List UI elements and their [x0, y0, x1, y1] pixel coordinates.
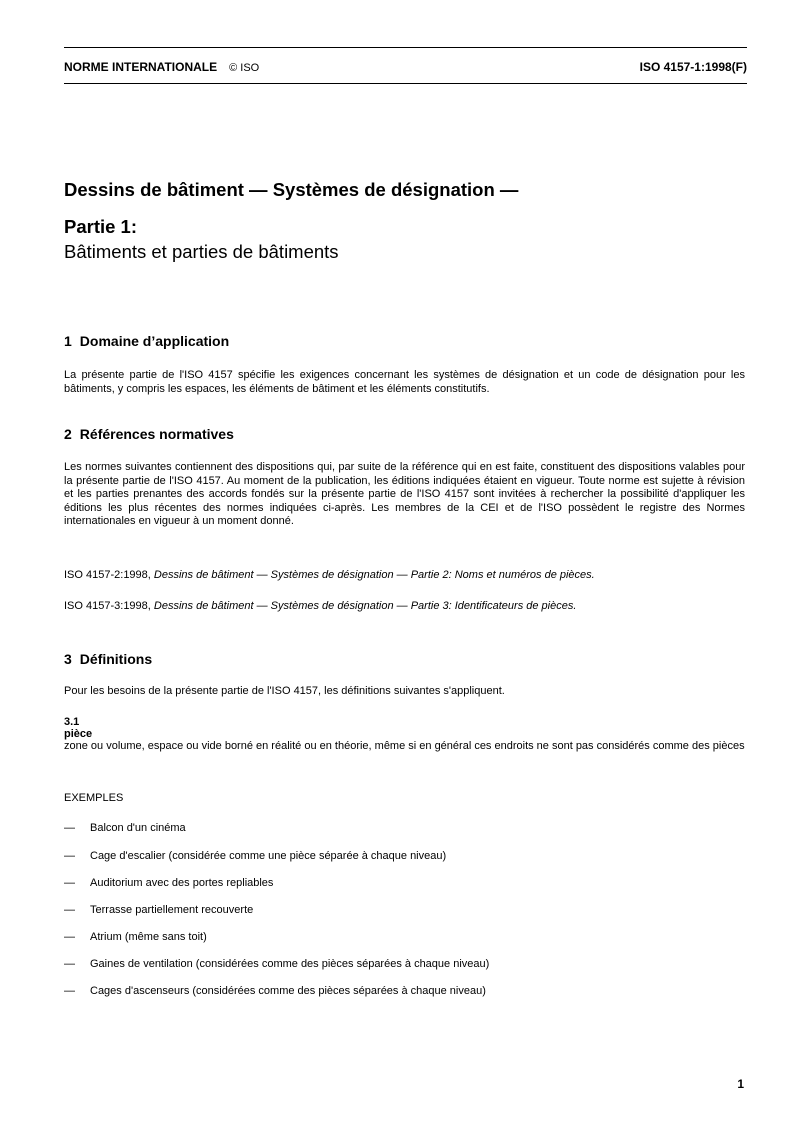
dash-marker: — — [64, 985, 75, 997]
copyright-notice: © ISO — [229, 62, 260, 74]
dash-marker: — — [64, 850, 75, 862]
term-entry — [64, 717, 745, 754]
section-3-intro: Pour les besoins de la présente partie de l'ISO 4157, les définitions suivantes s'appliquent. — [64, 685, 505, 697]
list-item: — Balcon d'un cinéma — [64, 822, 186, 834]
list-item: — Terrasse partiellement recouverte — [64, 904, 254, 916]
section-3-heading — [64, 650, 745, 668]
section-title: Références normatives — [79, 426, 234, 442]
part-subtitle: Bâtiments et parties de bâtiments — [64, 241, 339, 262]
dash-marker: — — [64, 904, 75, 916]
reference-code: ISO 4157-3:1998, — [64, 600, 151, 612]
header-rule-top — [64, 47, 747, 48]
normative-reference — [64, 569, 745, 583]
dash-marker: — — [64, 931, 75, 943]
standard-type: NORME INTERNATIONALE — [64, 60, 218, 74]
section-number: 2 — [64, 426, 72, 442]
dash-marker: — — [64, 822, 75, 834]
list-item: — Auditorium avec des portes repliables — [64, 877, 274, 889]
list-item: — Cages d'ascenseurs (considérées comme des pièces séparées à chaque niveau) — [64, 985, 486, 997]
header-left — [64, 59, 259, 76]
section-number: 3 — [64, 651, 72, 667]
term-definition: zone ou volume, espace ou vide borné en réalité ou en théorie, même si en général ces endroits ne sont pas considérés comme des pièces — [64, 740, 745, 752]
section-number: 1 — [64, 333, 72, 349]
header-rule-bottom — [64, 83, 747, 84]
section-title: Définitions — [79, 651, 153, 667]
section-1-heading — [64, 332, 745, 350]
section-2-body: Les normes suivantes contiennent des dispositions qui, par suite de la référence qui en est faite, constituent des dispositions valables pour la présente partie de l'ISO 4157. Au moment de la publication, les éditions indiquées étaient en vigueur. Toute norme est sujette à révision et les parties prenantes des accords fondés sur la présente partie de l'ISO 4157 sont invitées à rechercher la possibilité d'appliquer les éditions les plus récentes des normes indiquées ci-après. Les membres de la CEI et de l'ISO possèdent le registre des Normes internationales en vigueur à un moment donné. — [64, 461, 745, 528]
part-label: Partie 1: — [64, 216, 138, 237]
page-number: 1 — [737, 1077, 744, 1091]
reference-title: Dessins de bâtiment — Systèmes de désignation — Partie 3: Identificateurs de pièces. — [153, 600, 577, 612]
reference-title: Dessins de bâtiment — Systèmes de désignation — Partie 2: Noms et numéros de pièces. — [153, 569, 595, 581]
term-number: 3.1 — [64, 716, 80, 728]
reference-code: ISO 4157-2:1998, — [64, 569, 151, 581]
section-1-body: La présente partie de l'ISO 4157 spécifie les exigences concernant les systèmes de désignation et un code de désignation pour les bâtiments, y compris les espaces, les éléments de bâtiment et les éléments constitutifs. — [64, 369, 745, 395]
document-title: Dessins de bâtiment — Systèmes de désignation — — [64, 179, 519, 200]
standard-reference: ISO 4157-1:1998(F) — [639, 60, 747, 74]
section-title: Domaine d’application — [79, 333, 230, 349]
list-item: — Gaines de ventilation (considérées comme des pièces séparées à chaque niveau) — [64, 958, 490, 970]
section-2-heading — [64, 425, 745, 443]
normative-reference — [64, 600, 745, 614]
dash-marker: — — [64, 877, 75, 889]
list-item: — Atrium (même sans toit) — [64, 931, 207, 943]
examples-label: EXEMPLES — [64, 792, 124, 804]
list-item: — Cage d'escalier (considérée comme une pièce séparée à chaque niveau) — [64, 850, 447, 862]
dash-marker: — — [64, 958, 75, 970]
term-name: pièce — [64, 727, 93, 740]
